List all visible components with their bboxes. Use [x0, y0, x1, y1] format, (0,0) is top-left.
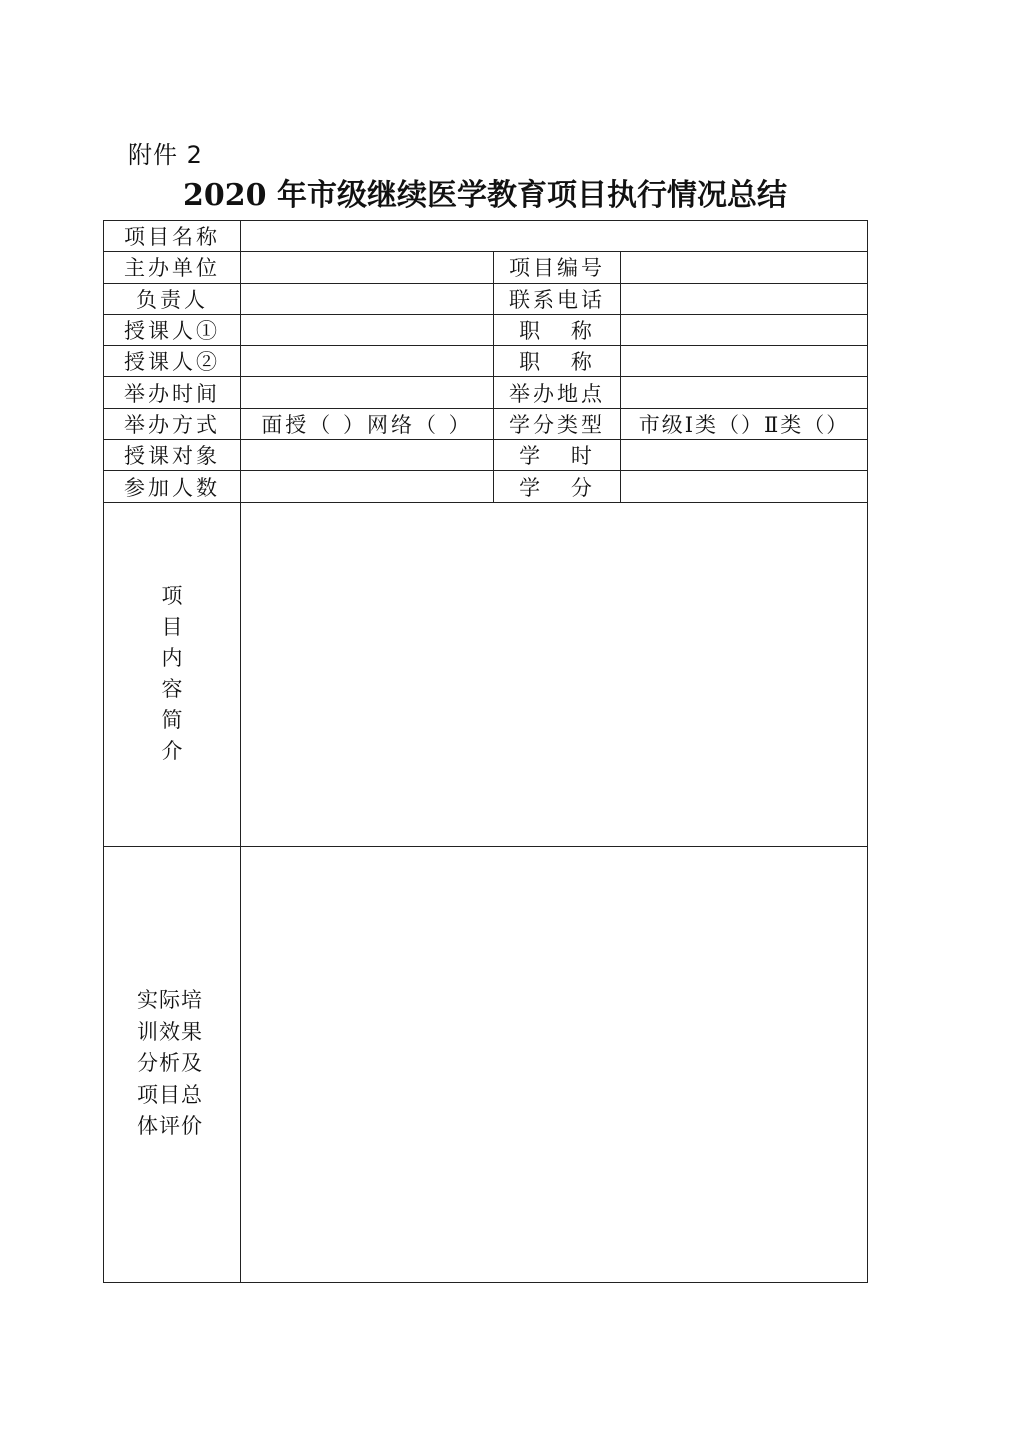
title-1-field[interactable] [621, 314, 868, 345]
content-label-cell [104, 502, 241, 846]
title-2-label: 职 称 [494, 346, 621, 377]
evaluation-field[interactable] [241, 846, 868, 1282]
title-2-field[interactable] [621, 346, 868, 377]
location-label: 举办地点 [494, 377, 621, 408]
row-audience [104, 440, 868, 471]
organizer-field[interactable] [241, 252, 494, 283]
credits-field[interactable] [621, 471, 868, 502]
responsible-label: 负责人 [104, 283, 241, 314]
location-field[interactable] [621, 377, 868, 408]
hours-field[interactable] [621, 440, 868, 471]
project-number-label: 项目编号 [494, 252, 621, 283]
lecturer-1-label: 授课人① [104, 314, 241, 345]
organizer-label: 主办单位 [104, 252, 241, 283]
project-name-field[interactable] [241, 221, 868, 252]
audience-field[interactable] [241, 440, 494, 471]
row-organizer [104, 252, 868, 283]
contact-phone-label: 联系电话 [494, 283, 621, 314]
lecturer-2-label: 授课人② [104, 346, 241, 377]
lecturer-2-field[interactable] [241, 346, 494, 377]
row-participants [104, 471, 868, 502]
hours-label: 学 时 [494, 440, 621, 471]
participants-field[interactable] [241, 471, 494, 502]
evaluation-label: 实际培训效果分析及项目总体评价 [137, 988, 203, 1139]
responsible-field[interactable] [241, 283, 494, 314]
row-lecturer-2 [104, 346, 868, 377]
row-lecturer-1 [104, 314, 868, 345]
credits-label: 学 分 [494, 471, 621, 502]
row-responsible [104, 283, 868, 314]
audience-label: 授课对象 [104, 440, 241, 471]
attachment-label: 附件 2 [128, 141, 203, 169]
row-project-name [104, 221, 868, 252]
content-label: 项目内容简介 [161, 584, 183, 764]
row-time [104, 377, 868, 408]
time-label: 举办时间 [104, 377, 241, 408]
lecturer-1-field[interactable] [241, 314, 494, 345]
credit-type-label: 学分类型 [494, 408, 621, 439]
contact-phone-field[interactable] [621, 283, 868, 314]
participants-label: 参加人数 [104, 471, 241, 502]
credit-type-options[interactable]: 市级Ⅰ类（）Ⅱ类（） [621, 408, 868, 439]
time-field[interactable] [241, 377, 494, 408]
row-evaluation [104, 846, 868, 1282]
summary-form-table [103, 220, 868, 1283]
method-label: 举办方式 [104, 408, 241, 439]
method-options[interactable]: 面授（ ）网络（ ） [241, 408, 494, 439]
document-title: 2020 年市级继续医学教育项目执行情况总结 [183, 178, 787, 213]
content-field[interactable] [241, 502, 868, 846]
title-1-label: 职 称 [494, 314, 621, 345]
project-number-field[interactable] [621, 252, 868, 283]
row-content [104, 502, 868, 846]
row-method [104, 408, 868, 439]
evaluation-label-cell [104, 846, 241, 1282]
project-name-label: 项目名称 [104, 221, 241, 252]
